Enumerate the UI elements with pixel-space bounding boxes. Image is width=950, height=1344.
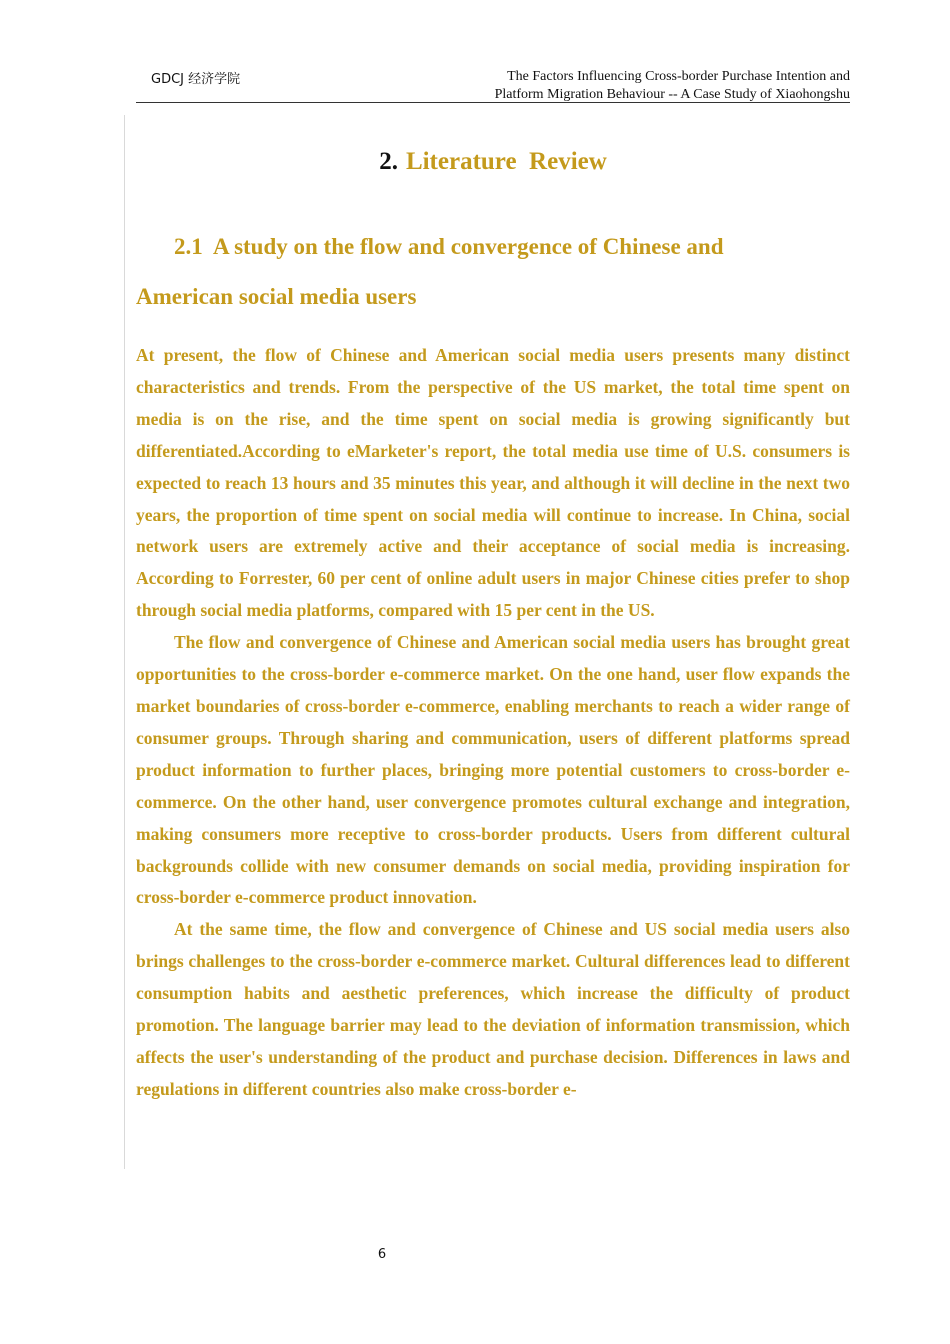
header-institution: GDCJ 经济学院 bbox=[151, 72, 241, 87]
section-heading-line-2: American social media users bbox=[136, 284, 417, 309]
header-paper-title bbox=[430, 68, 850, 104]
chapter-title: Literature Review bbox=[405, 148, 607, 175]
paragraph-3: At the same time, the flow and convergence of Chinese and US social media users also brings challenges to the cross-border e-commerce market. Cultural differences lead to different consumption habits and aesthetic preferences, which increase the difficulty of product promotion. The language barrier may lead to the deviation of information transmission, which affects the user's understanding of the product and purchase decision. Differences in laws and regulations in different countries also make cross-border e- bbox=[136, 919, 850, 1099]
left-margin-guide bbox=[124, 115, 125, 1169]
paragraph-2: The flow and convergence of Chinese and American social media users has brought great opportunities to the cross-border e-commerce market. On the one hand, user flow expands the market boundaries of cross-border e-commerce, enabling merchants to reach a wider range of consumer groups. Through sharing and communication, users of different platforms spread product information to further places, bringing more potential customers to cross-border e-commerce. On the other hand, user convergence promotes cultural exchange and integration, making consumers more receptive to cross-border products. Users from different cultural backgrounds collide with new consumer demands on social media, providing inspiration for cross-border e-commerce product innovation. bbox=[136, 632, 850, 908]
page-number: 6 bbox=[377, 1247, 387, 1262]
header-title-line-1: The Factors Influencing Cross-border Purchase Intention and bbox=[507, 69, 850, 84]
chapter-heading bbox=[0, 148, 950, 176]
section-heading bbox=[136, 222, 850, 322]
chapter-number: 2. bbox=[379, 148, 398, 175]
header-divider bbox=[136, 102, 850, 103]
body-text bbox=[136, 340, 850, 1106]
paragraph-1: At present, the flow of Chinese and American social media users presents many distinct characteristics and trends. From the perspective of the US market, the total time spent on media is on the rise, and the time spent on social media is growing significantly but differentiated.According to eMarketer's report, the total media use time of U.S. consumers is expected to reach 13 hours and 35 minutes this year, and although it will decline in the next two years, the proportion of time spent on social media will continue to increase. In China, social network users are extremely active and their acceptance of social media is increasing. According to Forrester, 60 per cent of online adult users in major Chinese cities prefer to shop through social media platforms, compared with 15 per cent in the US. bbox=[136, 345, 850, 621]
header-title-line-2: Platform Migration Behaviour -- A Case Study of Xiaohongshu bbox=[494, 87, 850, 102]
section-heading-line-1: 2.1 A study on the flow and convergence of Chinese and bbox=[174, 234, 724, 259]
